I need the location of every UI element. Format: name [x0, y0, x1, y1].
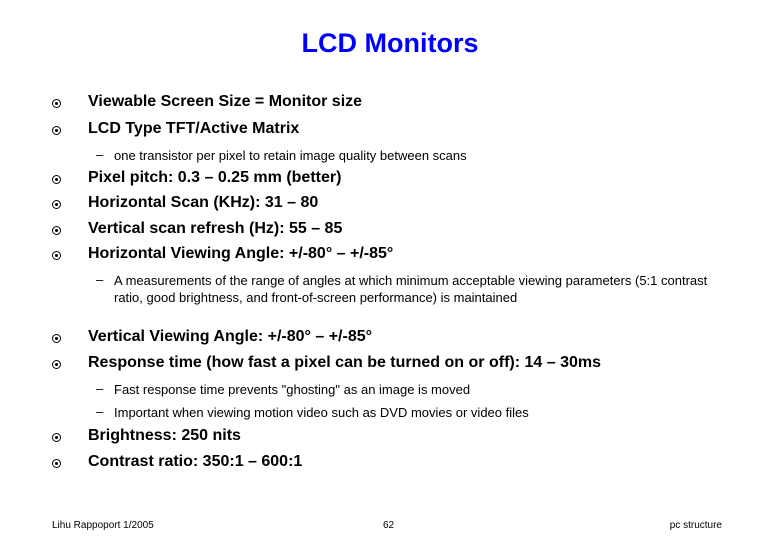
bullet-text: Contrast ratio: 350:1 – 600:1: [88, 453, 303, 470]
bullet-text: Response time (how fast a pixel can be turned on or off): 14 – 30ms: [88, 354, 601, 371]
sub-bullet-text: one transistor per pixel to retain image quality between scans: [114, 148, 467, 163]
bullet-icon: [52, 200, 61, 209]
bullet-icon: [52, 251, 61, 260]
sub-bullet-text: A measurements of the range of angles at which minimum acceptable viewing parameters (5:1 contrast ratio, good brightness, and front-of-screen performance) is maintained: [114, 273, 708, 305]
bullet-text: Vertical Viewing Angle: +/-80° – +/-85°: [88, 328, 373, 345]
bullet-text: LCD Type TFT/Active Matrix: [88, 120, 300, 137]
footer-page-number: 62: [383, 520, 395, 531]
bullet-response-time: [52, 354, 601, 372]
dash-icon: –: [96, 147, 104, 162]
sub-bullet-motion-video: [96, 404, 696, 421]
bullet-vertical-angle: [52, 328, 373, 346]
bullet-viewable-size: [52, 93, 363, 111]
dash-icon: –: [96, 272, 104, 287]
bullet-vertical-refresh: [52, 220, 343, 238]
bullet-horizontal-angle: [52, 245, 394, 263]
bullet-pixel-pitch: [52, 169, 342, 187]
bullet-icon: [52, 459, 61, 468]
sub-bullet-text: Important when viewing motion video such as DVD movies or video files: [114, 405, 529, 420]
sub-bullet-text: Fast response time prevents "ghosting" as an image is moved: [114, 382, 471, 397]
sub-bullet-transistor: [96, 147, 696, 164]
bullet-brightness: [52, 427, 241, 445]
bullet-icon: [52, 334, 61, 343]
footer-course: pc structure: [669, 520, 722, 531]
bullet-horizontal-scan: [52, 194, 319, 212]
footer-author: Lihu Rappoport 1/2005: [52, 520, 154, 531]
dash-icon: –: [96, 404, 104, 419]
sub-bullet-angle-definition: [96, 272, 708, 306]
bullet-icon: [52, 433, 61, 442]
bullet-icon: [52, 360, 61, 369]
bullet-icon: [52, 126, 61, 135]
bullet-icon: [52, 226, 61, 235]
bullet-text: Horizontal Viewing Angle: +/-80° – +/-85°: [88, 245, 394, 262]
bullet-text: Horizontal Scan (KHz): 31 – 80: [88, 194, 319, 211]
bullet-text: Brightness: 250 nits: [88, 427, 241, 444]
bullet-text: Viewable Screen Size = Monitor size: [88, 93, 363, 110]
slide-title: LCD Monitors: [301, 28, 479, 58]
bullet-lcd-type: [52, 120, 300, 138]
bullet-contrast: [52, 453, 303, 471]
sub-bullet-ghosting: [96, 381, 696, 398]
bullet-icon: [52, 99, 61, 108]
bullet-text: Pixel pitch: 0.3 – 0.25 mm (better): [88, 169, 342, 186]
bullet-text: Vertical scan refresh (Hz): 55 – 85: [88, 220, 343, 237]
dash-icon: –: [96, 381, 104, 396]
bullet-icon: [52, 175, 61, 184]
